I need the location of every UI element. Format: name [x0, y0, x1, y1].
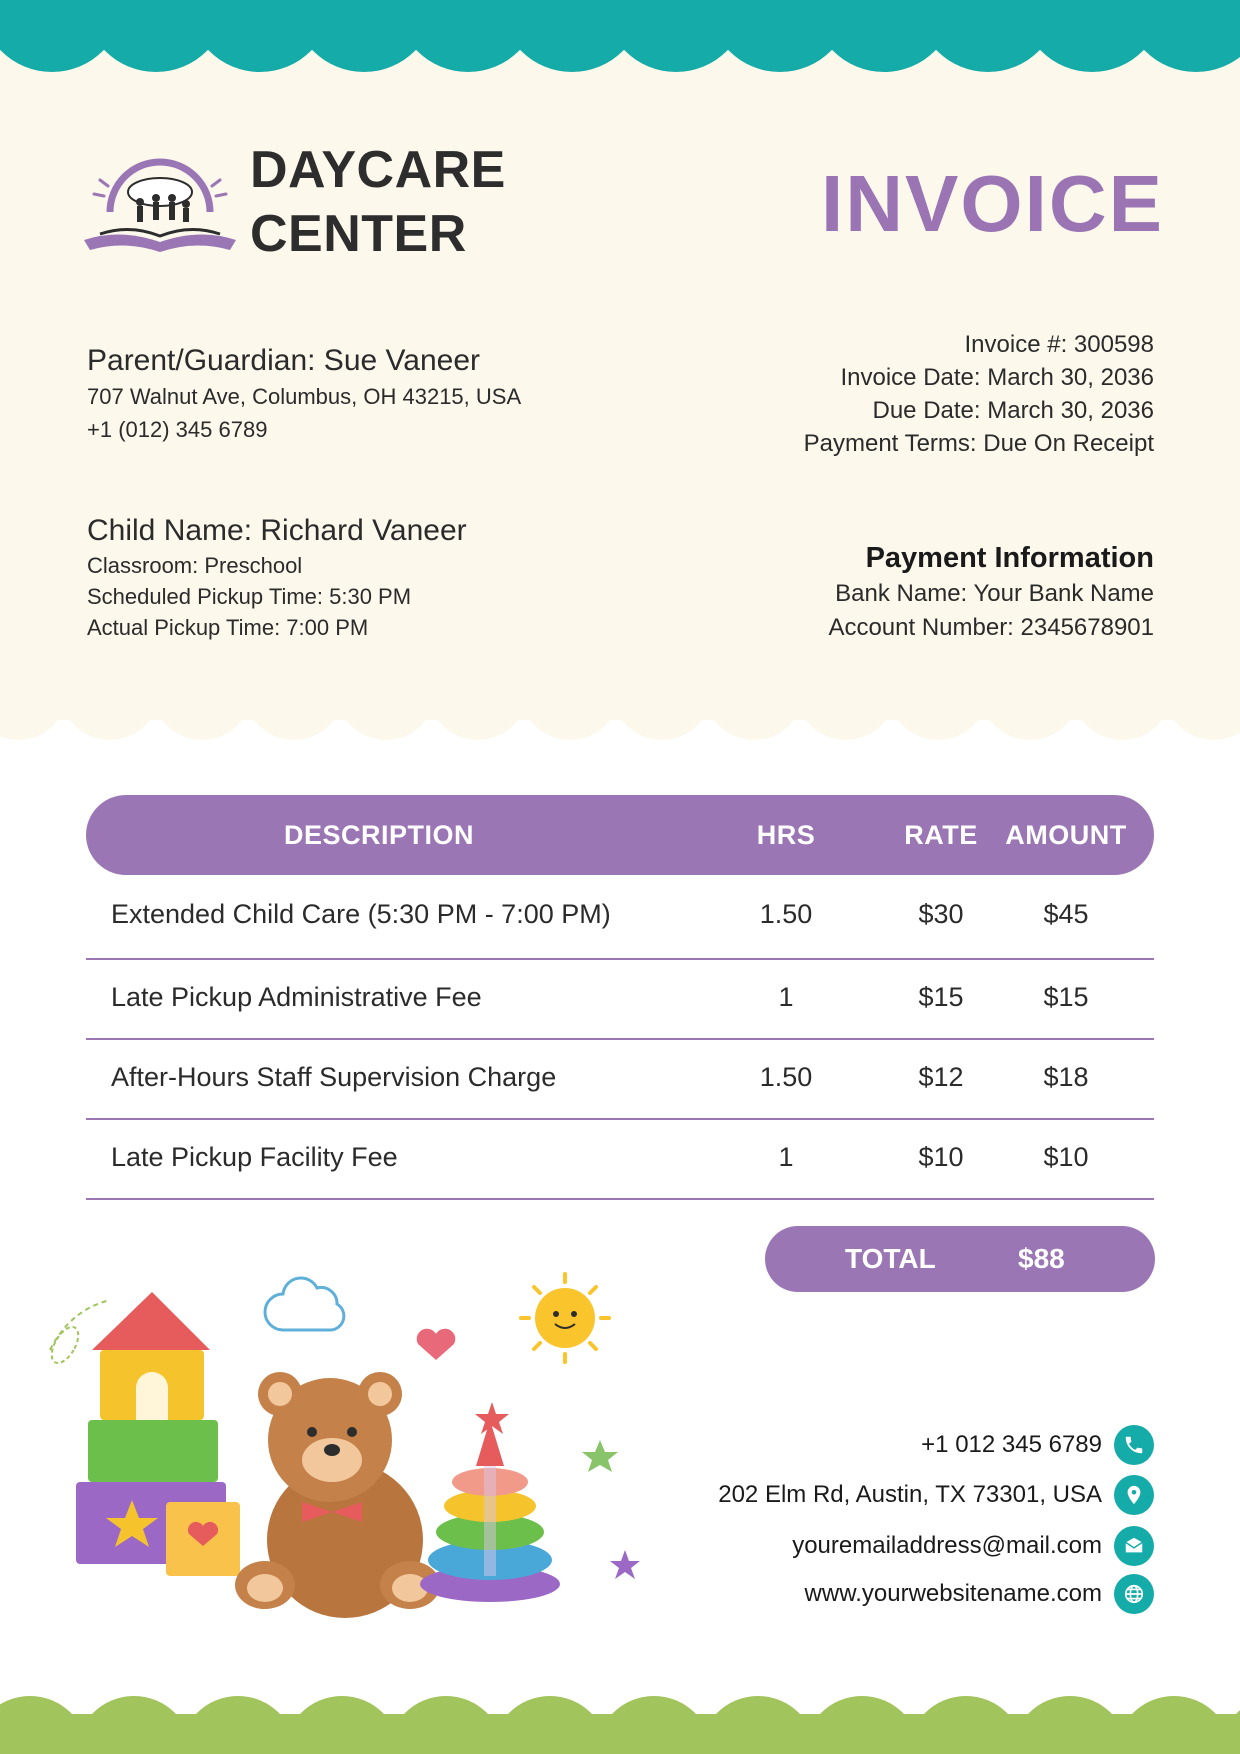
table-row — [86, 1120, 1154, 1200]
scallop — [596, 1696, 712, 1754]
header-description: DESCRIPTION — [283, 820, 475, 850]
row-description: After-Hours Staff Supervision Charge — [111, 1062, 557, 1092]
payment-information — [828, 539, 1154, 645]
scallop — [700, 1696, 816, 1754]
header-hrs: HRS — [756, 820, 816, 850]
brand-line-1: DAYCARE — [250, 141, 506, 199]
invoice-date: Invoice Date: March 30, 2036 — [840, 364, 1154, 391]
header-rate: RATE — [904, 820, 978, 850]
scallop — [796, 690, 896, 740]
scallop — [180, 1696, 296, 1754]
email-icon — [1114, 1526, 1154, 1566]
location-pin-icon — [1114, 1475, 1154, 1515]
bill-to-section — [87, 342, 521, 446]
row-amount: $18 — [1043, 1062, 1089, 1092]
actual-pickup: Actual Pickup Time: 7:00 PM — [87, 615, 369, 640]
row-hrs: 1 — [778, 982, 794, 1012]
scallop — [76, 1696, 192, 1754]
classroom: Classroom: Preschool — [87, 553, 303, 578]
scallop — [244, 690, 344, 740]
top-scallop-border — [0, 0, 1240, 80]
scallop — [520, 690, 620, 740]
row-rate: $12 — [918, 1062, 964, 1092]
row-amount: $15 — [1043, 982, 1089, 1012]
row-amount: $10 — [1043, 1142, 1089, 1172]
logo-book-children-icon — [80, 150, 240, 260]
row-description: Extended Child Care (5:30 PM - 7:00 PM) — [111, 899, 611, 929]
contact-phone-row — [921, 1424, 1154, 1466]
contact-address-row — [718, 1474, 1154, 1516]
parent-phone: +1 (012) 345 6789 — [87, 417, 268, 442]
scallop — [1116, 1696, 1232, 1754]
invoice-title: INVOICE — [821, 159, 1164, 248]
scallop — [704, 690, 804, 740]
parent-name: Parent/Guardian: Sue Vaneer — [87, 344, 481, 377]
scallop — [0, 690, 68, 740]
row-rate: $15 — [918, 982, 964, 1012]
table-header — [86, 795, 1154, 875]
payment-terms: Payment Terms: Due On Receipt — [803, 430, 1154, 457]
scallop — [888, 690, 988, 740]
invoice-number: Invoice #: 300598 — [964, 331, 1154, 358]
scallop — [804, 1696, 920, 1754]
phone-icon — [1114, 1425, 1154, 1465]
scallop — [0, 1696, 88, 1754]
scallop — [1164, 690, 1240, 740]
toys-illustration — [40, 1270, 660, 1630]
scallop — [60, 690, 160, 740]
row-rate: $10 — [918, 1142, 964, 1172]
header-amount: AMOUNT — [1005, 820, 1127, 850]
table-row — [86, 960, 1154, 1040]
account-number: Account Number: 2345678901 — [828, 614, 1154, 641]
payment-heading: Payment Information — [865, 542, 1154, 574]
globe-icon — [1114, 1574, 1154, 1614]
row-description: Late Pickup Administrative Fee — [111, 982, 482, 1012]
scallop — [612, 690, 712, 740]
bottom-scallop-border — [0, 1674, 1240, 1754]
scallop — [980, 690, 1080, 740]
total-label: TOTAL — [845, 1243, 936, 1274]
brand-name — [250, 138, 506, 266]
total-pill — [765, 1226, 1155, 1292]
scallop — [284, 1696, 400, 1754]
bank-name: Bank Name: Your Bank Name — [835, 580, 1154, 607]
row-hrs: 1.50 — [759, 1062, 813, 1092]
scheduled-pickup: Scheduled Pickup Time: 5:30 PM — [87, 584, 412, 609]
row-hrs: 1.50 — [759, 899, 813, 929]
scallop — [908, 1696, 1024, 1754]
total-value: $88 — [1018, 1243, 1065, 1274]
brand-line-2: CENTER — [250, 205, 467, 263]
contact-email-row — [792, 1525, 1154, 1567]
mid-scallop-border — [0, 690, 1240, 740]
contact-website-row — [805, 1573, 1154, 1615]
scallop — [1072, 690, 1172, 740]
row-hrs: 1 — [778, 1142, 794, 1172]
contact-website[interactable]: www.yourwebsitename.com — [804, 1580, 1102, 1607]
due-date: Due Date: March 30, 2036 — [872, 397, 1154, 424]
scallop — [428, 690, 528, 740]
table-row — [86, 1040, 1154, 1120]
table-row — [86, 875, 1154, 960]
scallop — [336, 690, 436, 740]
scallop — [152, 690, 252, 740]
parent-address: 707 Walnut Ave, Columbus, OH 43215, USA — [87, 384, 522, 409]
row-rate: $30 — [918, 899, 964, 929]
child-name: Child Name: Richard Vaneer — [87, 514, 467, 547]
scallop — [492, 1696, 608, 1754]
contact-phone: +1 012 345 6789 — [921, 1431, 1102, 1458]
row-amount: $45 — [1043, 899, 1089, 929]
contact-email[interactable]: youremailaddress@mail.com — [792, 1532, 1102, 1559]
child-section — [87, 512, 467, 643]
scallop — [1012, 1696, 1128, 1754]
row-description: Late Pickup Facility Fee — [111, 1142, 398, 1172]
contact-address: 202 Elm Rd, Austin, TX 73301, USA — [718, 1481, 1102, 1508]
scallop — [1124, 0, 1240, 72]
invoice-meta — [804, 328, 1154, 460]
scallop — [388, 1696, 504, 1754]
